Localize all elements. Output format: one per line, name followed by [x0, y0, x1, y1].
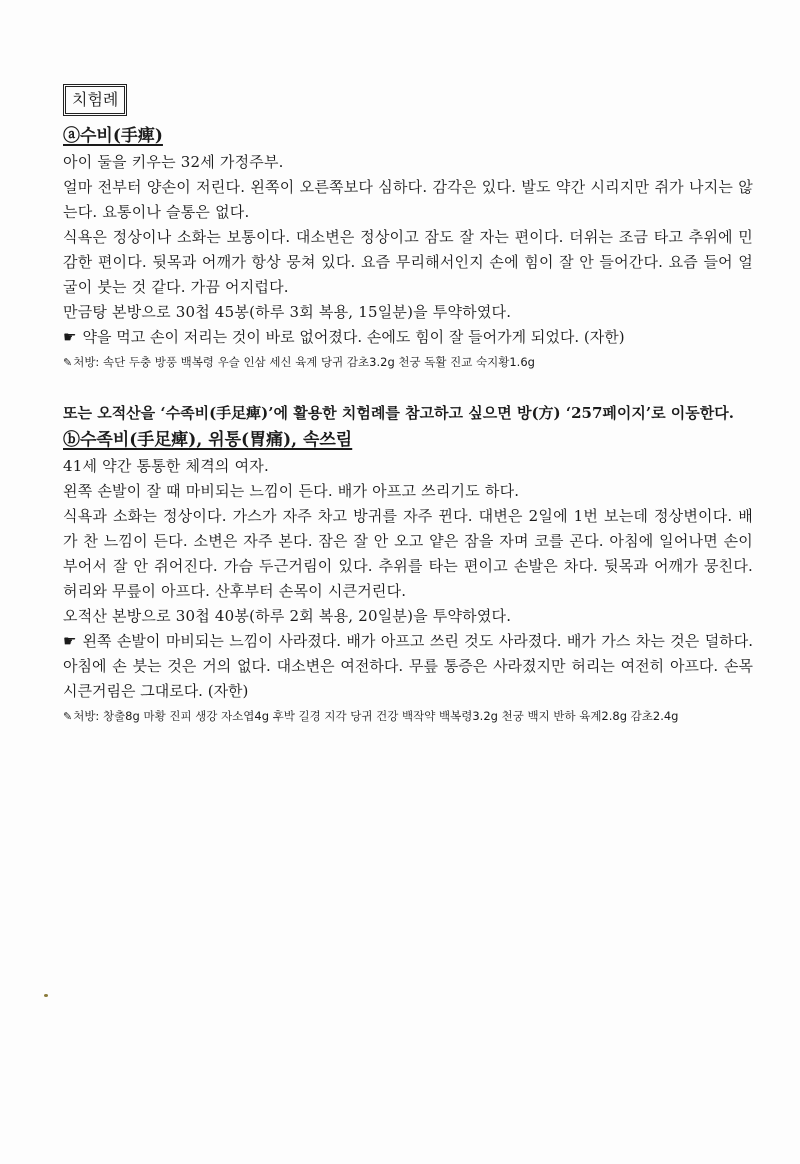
section-tag — [63, 84, 127, 116]
case-2-paragraph: 식욕과 소화는 정상이다. 가스가 자주 차고 방귀를 자주 뀐다. 대변은 2일에 1번 보는데 정상변이다. 배가 찬 느낌이 든다. 소변은 자주 본다. 잠은 잘 안 오고 얕은 잠을 자며 코를 곤다. 아침에 일어나면 손이 부어서 잘 안 쥐어진다. 가슴 두근거림이 있다. 추위를 타는 편이고 손발은 차다. 뒷목과 어깨가 뭉친다. 허리와 무릎이 아프다. 산후부터 손목이 시큰거린다. — [63, 507, 753, 600]
case-1-prescription — [63, 352, 753, 373]
case-1-paragraph: 식욕은 정상이나 소화는 보통이다. 대소변은 정상이고 잠도 잘 자는 편이다. 더위는 조금 타고 추위에 민감한 편이다. 뒷목과 어깨가 항상 뭉쳐 있다. 요즘 무리해서인지 손에 힘이 잘 안 들어간다. 요즘 들어 얼굴이 붓는 것 같다. 가끔 어지럽다. — [63, 228, 753, 296]
case-2-paragraph: 오적산 본방으로 30첩 40봉(하루 2회 복용, 20일분)을 투약하였다. — [63, 607, 512, 625]
section-tag-label: 치험례 — [72, 90, 119, 109]
case-2-prescription — [63, 706, 753, 727]
case-1 — [63, 122, 753, 373]
case-1-result-text: 약을 먹고 손이 저리는 것이 바로 없어졌다. 손에도 힘이 잘 들어가게 되었다. (자한) — [82, 328, 625, 346]
document-content — [63, 84, 753, 727]
case-1-prescription-text: 처방: 속단 두충 방풍 백복령 우슬 인삼 세신 육계 당귀 감초3.2g 천궁 독활 진교 숙지황1.6g — [73, 355, 535, 369]
case-1-title: ⓐ수비(手痺) — [63, 126, 163, 146]
case-1-result — [63, 325, 753, 350]
pencil-icon: ✎ — [63, 710, 73, 723]
case-2-paragraph: 41세 약간 통통한 체격의 여자. — [63, 457, 269, 475]
section-spacer — [63, 373, 753, 400]
case-2-prescription-text: 처방: 창출8g 마황 진피 생강 자소엽4g 후박 길경 지각 당귀 건강 백작약 백복령3.2g 천궁 백지 반하 육계2.8g 감초2.4g — [73, 709, 679, 723]
pointing-hand-icon: ☛ — [63, 632, 77, 650]
case-2-title: ⓑ수족비(手足痺), 위통(胃痛), 속쓰림 — [63, 430, 353, 450]
case-1-paragraph: 아이 둘을 키우는 32세 가정주부. — [63, 153, 284, 171]
case-2 — [63, 426, 753, 727]
cross-reference-note: 또는 오적산을 ‘수족비(手足痺)’에 활용한 치험례를 참고하고 싶으면 방(方) ‘257페이지’로 이동한다. — [63, 404, 734, 422]
case-2-paragraph: 왼쪽 손발이 잘 때 마비되는 느낌이 든다. 배가 아프고 쓰리기도 하다. — [63, 482, 520, 500]
case-1-paragraph: 얼마 전부터 양손이 저린다. 왼쪽이 오른쪽보다 심하다. 감각은 있다. 발도 약간 시리지만 쥐가 나지는 않는다. 요통이나 슬통은 없다. — [63, 178, 753, 221]
case-2-result-text: 왼쪽 손발이 마비되는 느낌이 사라졌다. 배가 아프고 쓰린 것도 사라졌다. 배가 가스 차는 것은 덜하다. 아침에 손 붓는 것은 거의 없다. 대소변은 여전하다. 무릎 통증은 사라졌지만 허리는 여전히 아프다. 손목 시큰거림은 그대로다. (자한) — [63, 632, 753, 700]
case-1-paragraph: 만금탕 본방으로 30첩 45봉(하루 3회 복용, 15일분)을 투약하였다. — [63, 303, 512, 321]
pencil-icon: ✎ — [63, 356, 73, 369]
paper-speck — [44, 994, 48, 997]
pointing-hand-icon: ☛ — [63, 328, 77, 346]
case-2-result — [63, 629, 753, 704]
